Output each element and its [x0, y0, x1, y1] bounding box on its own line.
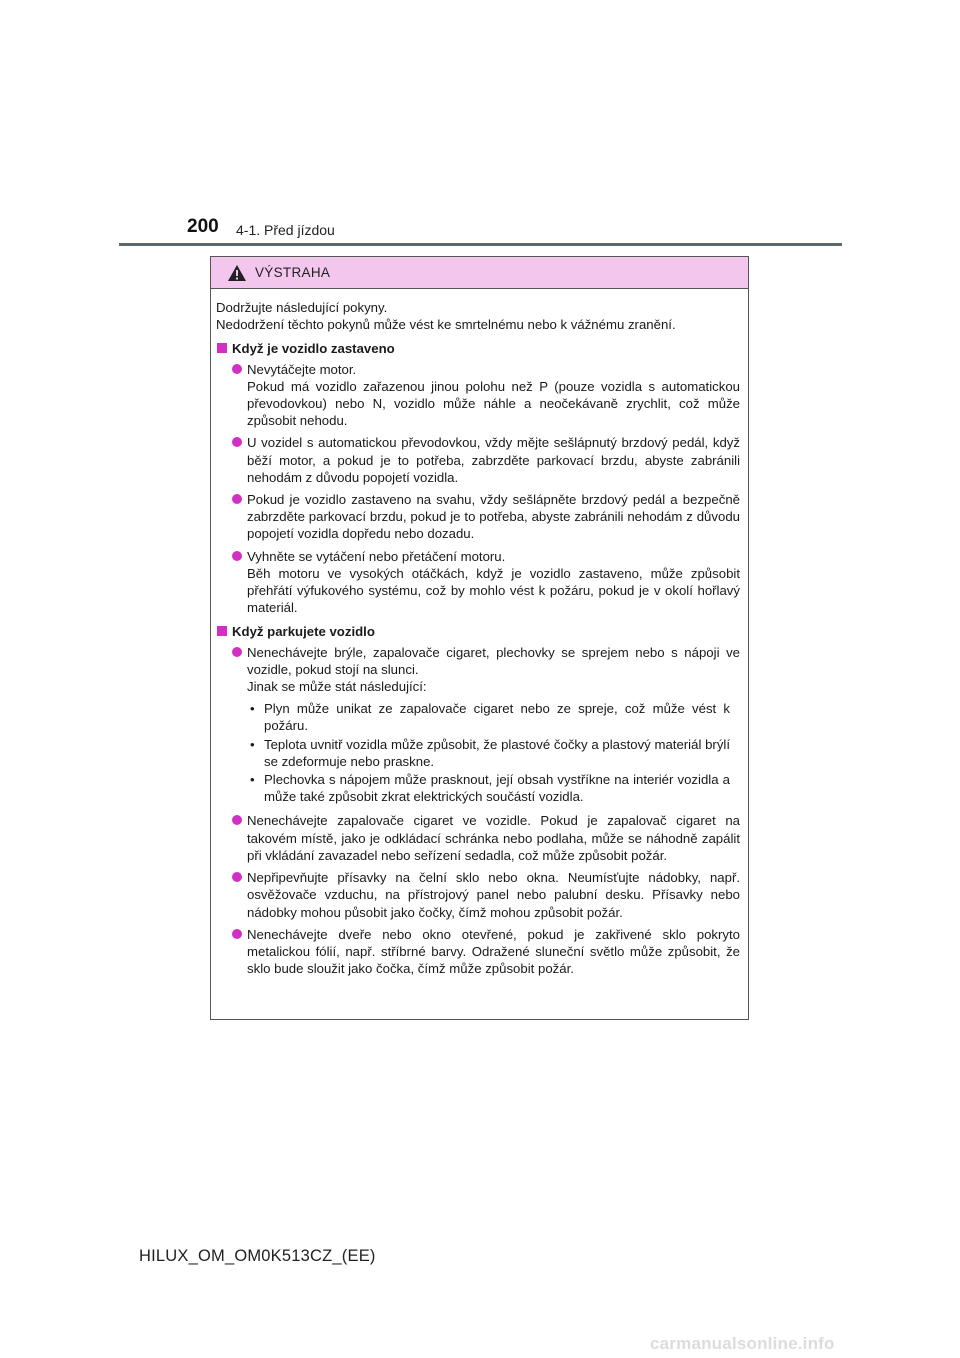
item-text: Nenechávejte brýle, zapalovače cigaret, plechovky se sprejem nebo s nápoji ve vozidle, pokud stojí na slunci.: [247, 644, 740, 677]
section-title: 4-1. Před jízdou: [236, 222, 335, 238]
item-text: Běh motoru ve vysokých otáčkách, když je vozidlo zastaveno, může způsobit přehřátí výfukového systému, což by mohlo vést k požáru, pokud je v okolí hořlavý materiál.: [247, 565, 740, 616]
square-bullet-icon: [217, 343, 227, 353]
intro-line: Dodržujte následující pokyny.: [216, 300, 388, 315]
list-item: [232, 869, 740, 921]
sub-bullet-list: [247, 700, 740, 805]
list-item: [232, 644, 740, 808]
circle-bullet-icon: [232, 437, 242, 447]
page-number: 200: [187, 216, 219, 237]
circle-bullet-icon: [232, 872, 242, 882]
list-item: [232, 434, 740, 486]
list-item: [232, 491, 740, 543]
watermark: carmanualsonline.info: [650, 1334, 835, 1353]
warning-title: VÝSTRAHA: [255, 265, 331, 280]
sub-bullet-text: Plechovka s nápojem může prasknout, její obsah vystříkne na interiér vozidla a může také způsobit zkrat elektrických součástí vozidla.: [264, 772, 730, 805]
item-text: Nenechávejte dveře nebo okno otevřené, pokud je zakřivené sklo pokryto metalickou fólií, např. stříbrné barvy. Odražené sluneční světlo může způsobit, že sklo bude sloužit jako čočka, čímž může způsobit požár.: [247, 926, 740, 977]
warning-intro: [216, 299, 740, 333]
section-heading-text: Když parkujete vozidlo: [232, 624, 375, 640]
warning-header: [211, 257, 748, 289]
sub-bullet: [247, 700, 740, 734]
bullet-mark: •: [250, 772, 255, 788]
section-heading: [216, 340, 740, 357]
sub-bullet: [247, 771, 740, 805]
list-item: [232, 548, 740, 617]
item-text: Pokud je vozidlo zastaveno na svahu, vždy sešlápněte brzdový pedál a bezpečně zabrzděte parkovací brzdu, pokud je to potřeba, abyste zabránili nehodám z důvodu popojetí vozidla dopředu nebo dozadu.: [247, 492, 740, 542]
item-title: Nevytáčejte motor.: [247, 361, 357, 377]
item-text: Pokud má vozidlo zařazenou jinou polohu než P (pouze vozidla s automatickou převodovkou) nebo N, vozidlo může náhle a neočekávaně zrychlit, což může způsobit nehodu.: [247, 378, 740, 429]
section-heading: [216, 623, 740, 640]
bullet-mark: •: [250, 736, 255, 752]
list-item: [232, 812, 740, 864]
item-text: Nenechávejte zapalovače cigaret ve vozidle. Pokud je zapalovač cigaret na takovém místě, jako je odkládací schránka nebo podlaha, může se náhodně zapálit při vkládání zavazadel nebo seřízení sedadla, což může způsobit požár.: [247, 813, 740, 863]
warning-triangle-icon: [227, 264, 247, 282]
item-title: Vyhněte se vytáčení nebo přetáčení motoru.: [247, 548, 506, 564]
intro-line: Nedodržení těchto pokynů může vést ke smrtelnému nebo k vážnému zranění.: [216, 317, 676, 333]
header-divider: [119, 243, 842, 246]
section-heading-text: Když je vozidlo zastaveno: [232, 341, 395, 357]
sub-bullet-text: Plyn může unikat ze zapalovače cigaret nebo ze spreje, což může vést k požáru.: [264, 701, 730, 734]
list-item: [232, 361, 740, 430]
sub-bullet-text: Teplota uvnitř vozidla může způsobit, že plastové čočky a plastový materiál brýlí se zdeformuje nebo praskne.: [264, 736, 730, 769]
list-item: [232, 926, 740, 978]
circle-bullet-icon: [232, 815, 242, 825]
circle-bullet-icon: [232, 647, 242, 657]
warning-box: [210, 256, 749, 1020]
item-text: Nepřipevňujte přísavky na čelní sklo nebo okna. Neumísťujte nádobky, např. osvěžovače vzduchu, na přístrojový panel nebo palubní desku. Přísavky nebo nádobky mohou působit jako čočky, čímž mohou způsobit požár.: [247, 870, 740, 920]
circle-bullet-icon: [232, 364, 242, 374]
circle-bullet-icon: [232, 551, 242, 561]
bullet-mark: •: [250, 701, 255, 717]
item-text-secondary: Jinak se může stát následující:: [247, 679, 427, 695]
sub-bullet: [247, 736, 740, 770]
circle-bullet-icon: [232, 929, 242, 939]
document-code: HILUX_OM_OM0K513CZ_(EE): [139, 1247, 376, 1265]
item-text: U vozidel s automatickou převodovkou, vždy mějte sešlápnutý brzdový pedál, když běží motor, a pokud je to potřeba, zabrzděte parkovací brzdu, abyste zabránili nehodám z důvodu popojetí vozidla.: [247, 435, 740, 485]
square-bullet-icon: [217, 626, 227, 636]
circle-bullet-icon: [232, 494, 242, 504]
warning-body: [211, 289, 748, 977]
